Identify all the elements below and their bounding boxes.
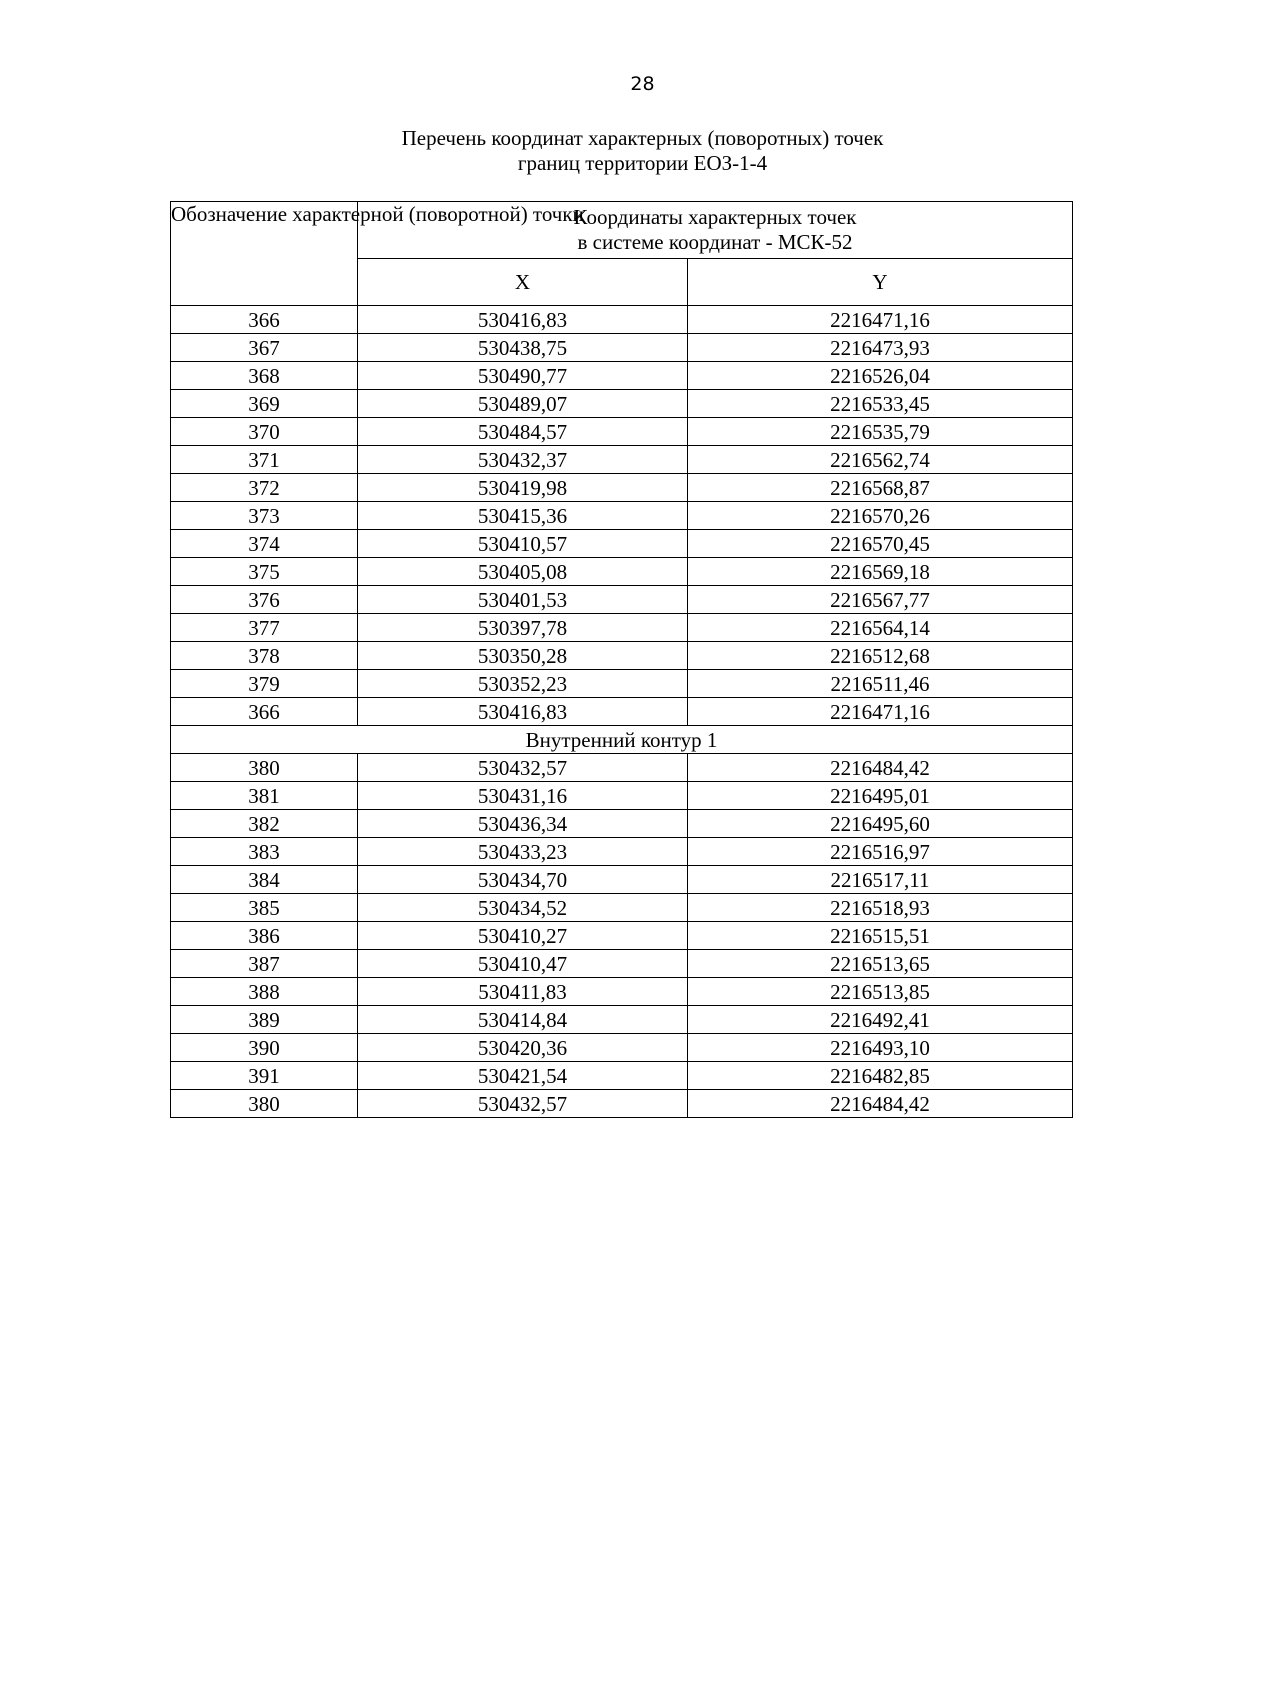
y-cell: 2216511,46 xyxy=(688,670,1073,698)
y-cell: 2216568,87 xyxy=(688,474,1073,502)
point-cell: 379 xyxy=(171,670,358,698)
point-cell: 385 xyxy=(171,894,358,922)
x-column-header: X xyxy=(358,259,688,306)
y-cell: 2216535,79 xyxy=(688,418,1073,446)
point-cell: 387 xyxy=(171,950,358,978)
point-cell: 389 xyxy=(171,1006,358,1034)
y-cell: 2216484,42 xyxy=(688,754,1073,782)
table-row xyxy=(171,586,1073,614)
table-row xyxy=(171,418,1073,446)
point-cell: 388 xyxy=(171,978,358,1006)
table-row xyxy=(171,838,1073,866)
y-cell: 2216495,60 xyxy=(688,810,1073,838)
point-cell: 380 xyxy=(171,754,358,782)
y-cell: 2216570,26 xyxy=(688,502,1073,530)
y-cell: 2216471,16 xyxy=(688,698,1073,726)
x-cell: 530420,36 xyxy=(358,1034,688,1062)
table-row xyxy=(171,502,1073,530)
table-header xyxy=(171,202,1073,306)
y-cell: 2216564,14 xyxy=(688,614,1073,642)
table-row xyxy=(171,1006,1073,1034)
y-cell: 2216495,01 xyxy=(688,782,1073,810)
section-row xyxy=(171,726,1073,754)
table-row xyxy=(171,362,1073,390)
table-row xyxy=(171,782,1073,810)
x-cell: 530436,34 xyxy=(358,810,688,838)
table-row xyxy=(171,530,1073,558)
table-row xyxy=(171,474,1073,502)
x-cell: 530410,27 xyxy=(358,922,688,950)
point-cell: 391 xyxy=(171,1062,358,1090)
x-cell: 530410,47 xyxy=(358,950,688,978)
table-row xyxy=(171,754,1073,782)
table-row xyxy=(171,894,1073,922)
y-cell: 2216569,18 xyxy=(688,558,1073,586)
table-row xyxy=(171,1062,1073,1090)
x-cell: 530489,07 xyxy=(358,390,688,418)
x-cell: 530350,28 xyxy=(358,642,688,670)
point-cell: 377 xyxy=(171,614,358,642)
point-cell: 374 xyxy=(171,530,358,558)
x-cell: 530419,98 xyxy=(358,474,688,502)
x-cell: 530432,37 xyxy=(358,446,688,474)
y-cell: 2216562,74 xyxy=(688,446,1073,474)
y-cell: 2216518,93 xyxy=(688,894,1073,922)
table-row xyxy=(171,390,1073,418)
document-title xyxy=(0,126,1285,176)
table-row xyxy=(171,306,1073,334)
x-cell: 530434,70 xyxy=(358,866,688,894)
x-cell: 530431,16 xyxy=(358,782,688,810)
x-cell: 530432,57 xyxy=(358,754,688,782)
point-cell: 381 xyxy=(171,782,358,810)
table-row xyxy=(171,614,1073,642)
point-cell: 376 xyxy=(171,586,358,614)
x-cell: 530416,83 xyxy=(358,698,688,726)
x-cell: 530411,83 xyxy=(358,978,688,1006)
table-row xyxy=(171,1034,1073,1062)
point-cell: 373 xyxy=(171,502,358,530)
y-cell: 2216473,93 xyxy=(688,334,1073,362)
x-cell: 530397,78 xyxy=(358,614,688,642)
point-cell: 378 xyxy=(171,642,358,670)
table-row xyxy=(171,866,1073,894)
x-cell: 530421,54 xyxy=(358,1062,688,1090)
point-cell: 369 xyxy=(171,390,358,418)
x-cell: 530438,75 xyxy=(358,334,688,362)
x-cell: 530416,83 xyxy=(358,306,688,334)
point-cell: 382 xyxy=(171,810,358,838)
point-cell: 368 xyxy=(171,362,358,390)
point-cell: 390 xyxy=(171,1034,358,1062)
table-row xyxy=(171,950,1073,978)
point-cell: 380 xyxy=(171,1090,358,1118)
y-cell: 2216533,45 xyxy=(688,390,1073,418)
coordinates-table xyxy=(170,201,1073,1118)
x-cell: 530484,57 xyxy=(358,418,688,446)
table-row xyxy=(171,446,1073,474)
x-cell: 530432,57 xyxy=(358,1090,688,1118)
table-row xyxy=(171,558,1073,586)
point-cell: 366 xyxy=(171,306,358,334)
y-cell: 2216526,04 xyxy=(688,362,1073,390)
x-cell: 530415,36 xyxy=(358,502,688,530)
point-cell: 371 xyxy=(171,446,358,474)
point-cell: 367 xyxy=(171,334,358,362)
point-cell: 386 xyxy=(171,922,358,950)
y-column-header: Y xyxy=(688,259,1073,306)
table-row xyxy=(171,642,1073,670)
table-row xyxy=(171,698,1073,726)
y-cell: 2216567,77 xyxy=(688,586,1073,614)
point-column-header: Обозначение характерной (поворотной) точки xyxy=(171,202,358,306)
table-row xyxy=(171,334,1073,362)
y-cell: 2216513,85 xyxy=(688,978,1073,1006)
table-row xyxy=(171,1090,1073,1118)
y-cell: 2216492,41 xyxy=(688,1006,1073,1034)
y-cell: 2216471,16 xyxy=(688,306,1073,334)
x-cell: 530410,57 xyxy=(358,530,688,558)
point-cell: 366 xyxy=(171,698,358,726)
x-cell: 530414,84 xyxy=(358,1006,688,1034)
table-row xyxy=(171,978,1073,1006)
x-cell: 530434,52 xyxy=(358,894,688,922)
point-cell: 384 xyxy=(171,866,358,894)
y-cell: 2216570,45 xyxy=(688,530,1073,558)
point-cell: 375 xyxy=(171,558,358,586)
y-cell: 2216516,97 xyxy=(688,838,1073,866)
y-cell: 2216484,42 xyxy=(688,1090,1073,1118)
x-cell: 530490,77 xyxy=(358,362,688,390)
y-cell: 2216493,10 xyxy=(688,1034,1073,1062)
point-cell: 383 xyxy=(171,838,358,866)
table-body xyxy=(171,306,1073,1118)
x-cell: 530352,23 xyxy=(358,670,688,698)
y-cell: 2216513,65 xyxy=(688,950,1073,978)
x-cell: 530433,23 xyxy=(358,838,688,866)
x-cell: 530405,08 xyxy=(358,558,688,586)
point-cell: 370 xyxy=(171,418,358,446)
y-cell: 2216517,11 xyxy=(688,866,1073,894)
point-cell: 372 xyxy=(171,474,358,502)
document-title-line-1: Перечень координат характерных (поворотных) точек xyxy=(401,126,884,150)
coordinates-group-header-line-1: Координаты характерных точек xyxy=(573,205,857,229)
coordinates-group-header-line-2: в системе координат - МСК-52 xyxy=(577,230,853,254)
table-row xyxy=(171,922,1073,950)
section-title: Внутренний контур 1 xyxy=(171,726,1073,754)
y-cell: 2216482,85 xyxy=(688,1062,1073,1090)
document-title-line-2: границ территории ЕОЗ-1-4 xyxy=(517,151,768,175)
page-number: 28 xyxy=(630,73,655,95)
table-row xyxy=(171,670,1073,698)
y-cell: 2216515,51 xyxy=(688,922,1073,950)
x-cell: 530401,53 xyxy=(358,586,688,614)
table-row xyxy=(171,810,1073,838)
y-cell: 2216512,68 xyxy=(688,642,1073,670)
